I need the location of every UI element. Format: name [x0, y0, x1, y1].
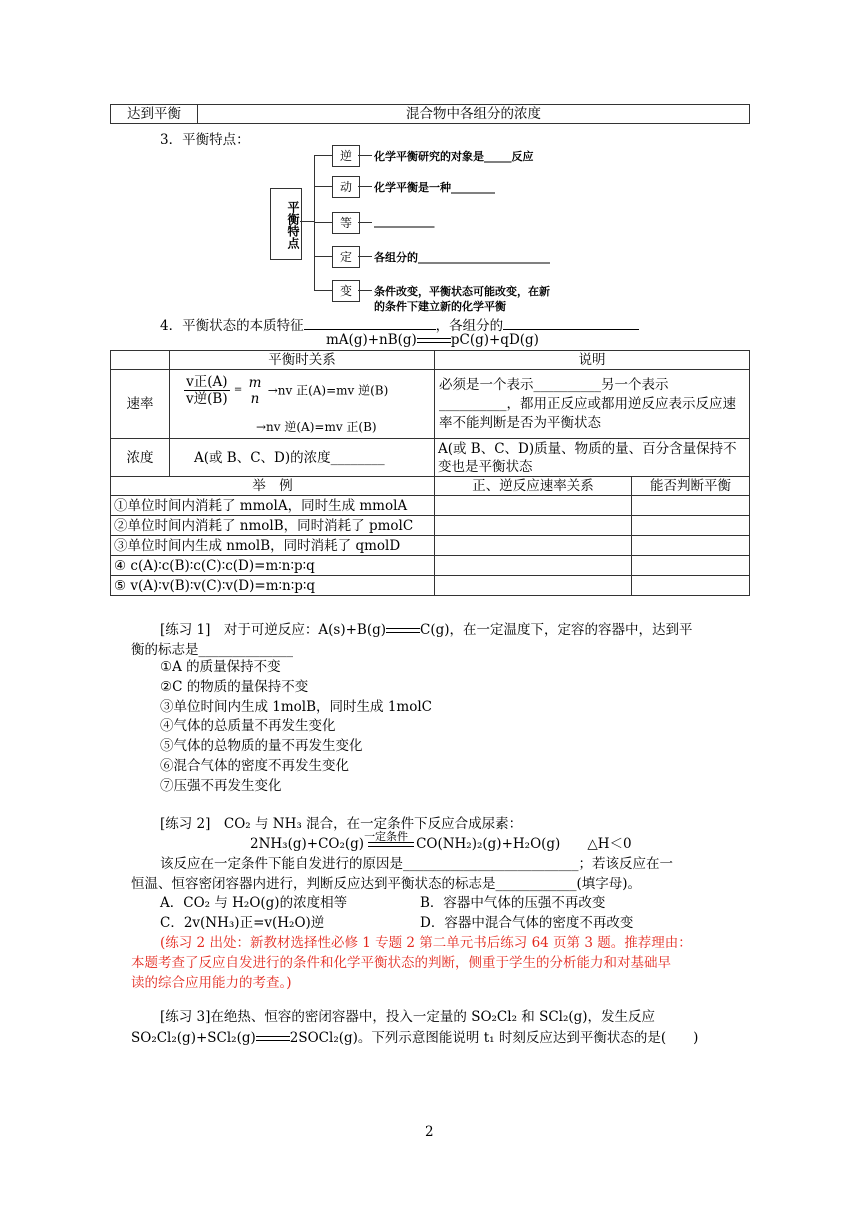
ex2-line-3: 该反应在一定条件下能自发进行的原因是__________________________；若该反应在一: [160, 856, 673, 872]
example-header: 举 例: [111, 477, 435, 496]
mindmap-text-ni: 化学平衡研究的对象是_____反应: [374, 150, 534, 163]
rate-note: 必须是一个表示__________另一个表示__________，都用正反应或都用逆反应表示反应速率不能判断是否为平衡状态: [435, 370, 750, 439]
ex2-option-c: C．2v(NH₃)正=v(H₂O)逆: [160, 915, 325, 931]
rate-relation-2: →nv 逆(A)=mv 正(B): [256, 420, 377, 434]
mindmap-node-ding: 定: [332, 246, 360, 268]
top-table-left: 达到平衡: [111, 105, 198, 124]
ex2-note-1: (练习 2 出处：新教材选择性必修 1 专题 2 第二单元书后练习 64 页第 3 题。推荐理由：: [160, 935, 692, 951]
ex2-line-1: [练习 2] CO₂ 与 NH₃ 混合，在一定条件下反应合成尿素：: [160, 816, 523, 832]
section-3-heading: 3．平衡特点：: [160, 132, 250, 148]
top-table-right: 混合物中各组分的浓度: [198, 105, 750, 124]
mindmap-text-dong: 化学平衡是一种________: [374, 181, 495, 194]
table-header-note: 说明: [435, 351, 750, 370]
mindmap-text-bian-2: 的条件下建立新的化学平衡: [374, 300, 506, 313]
ex2-equation: 2NH₃(g)+CO₂(g) 一定条件 CO(NH₂)₂(g)+H₂O(g) △H＜0: [250, 829, 632, 852]
rate-relation-header: 正、逆反应速率关系: [435, 477, 632, 496]
ex1-option: ④气体的总质量不再发生变化: [160, 718, 336, 735]
section-4-equation: mA(g)+nB(g) pC(g)+qD(g): [326, 332, 539, 348]
mindmap-node-dong: 动: [332, 176, 360, 198]
equilibrium-table: [110, 350, 750, 596]
conc-label: 浓度: [111, 439, 170, 477]
conc-note: A(或 B、C、D)质量、物质的量、百分含量保持不变也是平衡状态: [435, 439, 750, 477]
ex1-option: ⑥混合气体的密度不再发生变化: [160, 757, 349, 774]
ex1-option: ①A 的质量保持不变: [160, 659, 281, 675]
example-row: ④ c(A)∶c(B)∶c(C)∶c(D)=m∶n∶p∶q: [111, 556, 435, 576]
judge-header: 能否判断平衡: [632, 477, 750, 496]
ex1-option: ③单位时间内生成 1molB，同时生成 1molC: [160, 698, 433, 715]
mindmap-text-deng: ___________: [374, 215, 435, 228]
section-4-heading: 4．平衡状态的本质特征 ，各组分的: [160, 314, 639, 334]
rate-relation-cell: $\frac{\text{v正(A)}}{\text{v逆(B)}}$ = m n →nv 正(A)=mv 逆(B) →nv 逆(A)=mv 正(B): [170, 370, 435, 439]
ex1-option: ⑦压强不再发生变化: [160, 777, 282, 794]
mindmap-center: 平衡特点: [270, 188, 302, 260]
ex2-note-3: 读的综合应用能力的考查。): [131, 975, 292, 991]
rate-relation-1: →nv 正(A)=mv 逆(B): [267, 383, 389, 398]
mindmap-text-bian: 条件改变，平衡状态可能改变，在新: [374, 285, 550, 298]
mindmap-node-bian: 变: [332, 280, 360, 302]
ex1-line-1: [练习 1] 对于可逆反应：A(s)+B(g) C(g)，在一定温度下，定容的容器中，达到平: [160, 622, 693, 638]
mindmap-text-ding: 各组分的________________________: [374, 251, 550, 264]
ex2-option-b: B．容器中气体的压强不再改变: [420, 895, 606, 911]
page-number: 2: [425, 1124, 434, 1140]
rate-label: 速率: [111, 370, 170, 439]
ex1-option: ②C 的物质的量保持不变: [160, 678, 309, 695]
ex3-line-2: SO₂Cl₂(g)+SCl₂(g) 2SOCl₂(g)。下列示意图能说明 t₁ 时刻反应达到平衡状态的是( ): [131, 1030, 699, 1046]
ex2-note-2: 本题考查了反应自发进行的条件和化学平衡状态的判断，侧重于学生的分析能力和对基础早: [131, 955, 671, 971]
ex3-line-1: [练习 3]在绝热、恒容的密闭容器中，投入一定量的 SO₂Cl₂ 和 SCl₂(g)，发生反应: [160, 1009, 656, 1025]
top-table: [110, 104, 750, 124]
table-header-relation: 平衡时关系: [170, 351, 435, 370]
example-row: ②单位时间内消耗了 nmolB，同时消耗了 pmolC: [111, 516, 435, 536]
mindmap-node-ni: 逆: [332, 145, 360, 167]
example-row: ③单位时间内生成 nmolB，同时消耗了 qmolD: [111, 536, 435, 556]
example-row: ①单位时间内消耗了 mmolA，同时生成 mmolA: [111, 496, 435, 516]
ex1-option: ⑤气体的总物质的量不再发生变化: [160, 738, 363, 755]
ex1-line-2: 衡的标志是______________: [131, 642, 293, 658]
example-row: ⑤ v(A)∶v(B)∶v(C)∶v(D)=m∶n∶p∶q: [111, 576, 435, 596]
ex2-option-d: D．容器中混合气体的密度不再改变: [420, 915, 634, 931]
ex1-options: [160, 658, 432, 797]
conc-relation: A(或 B、C、D)的浓度________: [170, 439, 435, 477]
ex2-line-4: 恒温、恒容密闭容器内进行，判断反应达到平衡状态的标志是____________(填字母)。: [131, 876, 642, 892]
ex2-option-a: A．CO₂ 与 H₂O(g)的浓度相等: [160, 895, 348, 911]
mindmap-node-deng: 等: [332, 212, 360, 234]
